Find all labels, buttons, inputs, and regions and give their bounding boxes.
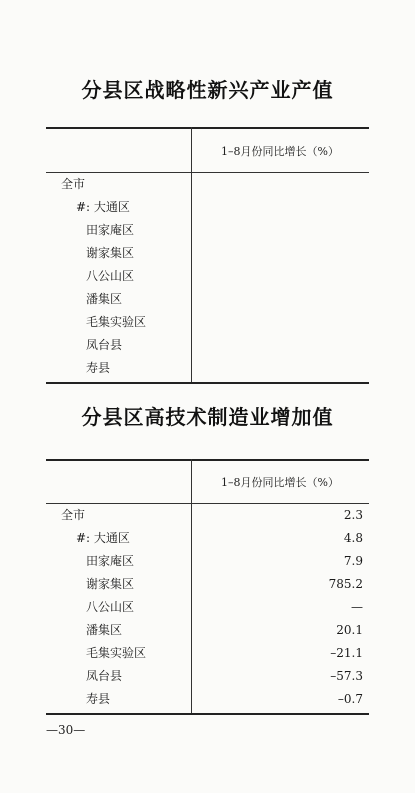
table-row [46,219,369,242]
table-row [46,550,369,573]
table-row [46,504,369,527]
page-number: —30— [46,723,86,737]
row-value: –57.3 [330,669,363,683]
row-value: –21.1 [330,646,363,660]
table-row [46,573,369,596]
table-row [46,596,369,619]
row-value: 785.2 [328,577,363,591]
table-row [46,265,369,288]
row-label: 凤台县 [86,669,123,683]
row-value: 2.3 [343,508,363,522]
row-value: 20.1 [336,623,363,637]
table1-bottom-rule [46,382,369,384]
row-label: 谢家集区 [86,577,135,591]
table1-top-rule [46,127,369,129]
row-label: 田家庵区 [86,223,135,237]
table-row [46,196,369,219]
table-row [46,242,369,265]
row-label: 全市 [61,177,86,191]
row-value: 4.8 [343,531,363,545]
table-row [46,357,369,380]
table2-column-header: 1–8月份同比增长（%） [221,476,339,489]
table-row [46,311,369,334]
table1 [46,127,369,384]
row-label: 潘集区 [86,623,123,637]
row-label: 八公山区 [86,600,135,614]
row-label: 毛集实验区 [86,646,147,660]
row-label: 全市 [61,508,86,522]
row-label: 八公山区 [86,269,135,283]
table2 [46,459,369,715]
row-value: –0.7 [337,692,363,706]
row-value: 7.9 [343,554,363,568]
table-row [46,288,369,311]
table-row [46,334,369,357]
row-label: 凤台县 [86,338,123,352]
row-label: 毛集实验区 [86,315,147,329]
row-value: — [351,600,363,614]
row-label: #: 大通区 [76,200,130,214]
table-row [46,173,369,196]
table-row [46,665,369,688]
table-row [46,642,369,665]
row-label: 寿县 [86,692,111,706]
row-label: 潘集区 [86,292,123,306]
table-row [46,619,369,642]
row-label: #: 大通区 [76,531,130,545]
table1-column-header: 1–8月份同比增长（%） [221,145,339,158]
table-row [46,688,369,711]
table2-title: 分县区高技术制造业增加值 [81,405,334,429]
table1-title: 分县区战略性新兴产业产值 [81,78,334,102]
row-label: 田家庵区 [86,554,135,568]
row-label: 谢家集区 [86,246,135,260]
table-row [46,527,369,550]
table2-top-rule [46,459,369,461]
table2-bottom-rule [46,713,369,715]
row-label: 寿县 [86,361,111,375]
